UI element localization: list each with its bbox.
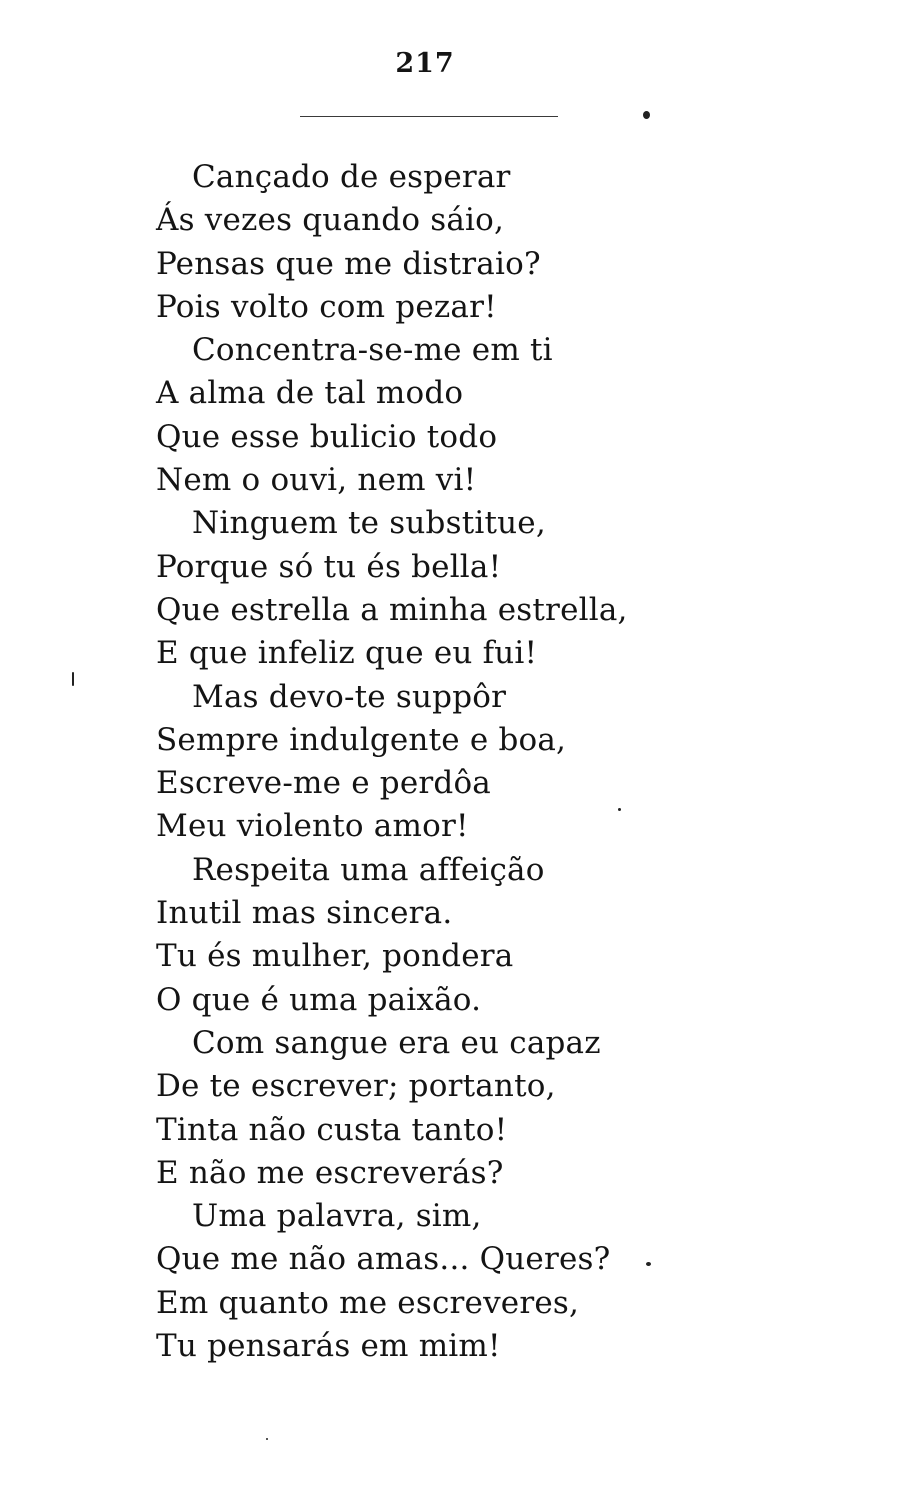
poem-line: Uma palavra, sim, [192,1198,482,1235]
poem-line: Meu violento amor! [156,808,469,845]
poem-line: Inutil mas sincera. [156,895,453,932]
poem-line: Tu és mulher, pondera [156,938,514,975]
header-rule [300,116,558,117]
poem-line: A alma de tal modo [156,375,464,412]
poem-line: Porque só tu és bella! [156,548,502,585]
poem-line: O que é uma paixão. [156,981,482,1018]
poem-line: Mas devo-te suppôr [192,678,507,715]
poem-line: De te escrever; portanto, [156,1068,556,1105]
poem-line: Pois volto com pezar! [156,288,497,325]
poem-line: Que esse bulicio todo [156,418,498,455]
page-number: 217 [395,48,455,79]
poem-line: E que infeliz que eu fui! [156,635,538,672]
poem-line: Tinta não custa tanto! [156,1111,508,1148]
poem-line: Tu pensarás em mim! [156,1328,501,1365]
poem-line: Respeita uma affeição [192,851,545,888]
poem-line: Pensas que me distraio? [156,245,541,282]
poem-line: Concentra-se-me em ti [192,332,553,369]
ink-speck [643,111,650,119]
poem-line: Ninguem te substitue, [192,505,546,542]
poem-line: Escreve-me e perdôa [156,765,491,802]
ink-speck [72,672,74,686]
poem-line: Em quanto me escreveres, [156,1284,580,1321]
poem-line: Com sangue era eu capaz [192,1024,601,1061]
ink-speck [266,1438,268,1440]
poem-line: Que estrella a minha estrella, [156,591,628,628]
poem-body [156,156,816,1368]
poem-line: E não me escreverás? [156,1154,504,1191]
poem-line: Sempre indulgente e boa, [156,721,567,758]
poem-line: Ás vezes quando sáio, [156,202,505,239]
poem-line: Que me não amas... Queres? [156,1241,611,1278]
poem-line: Cançado de esperar [192,159,511,195]
poem-line: Nem o ouvi, nem vi! [156,462,477,499]
